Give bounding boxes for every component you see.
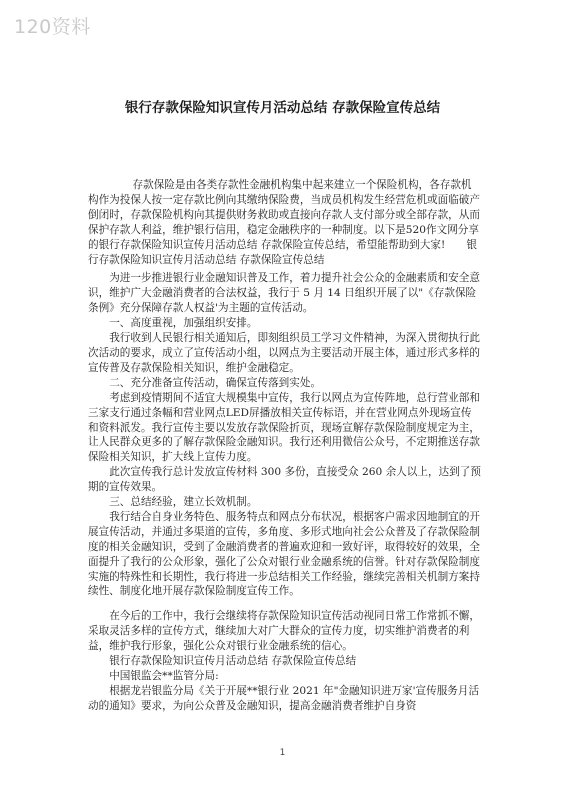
document-body — [88, 178, 482, 714]
document-title: 银行存款保险知识宣传月活动总结 存款保险宣传总结 — [124, 100, 441, 116]
section-heading-1: 一、高度重视，加强组织安排。 — [109, 317, 258, 330]
section-heading-3: 三、总结经验，建立长效机制。 — [109, 496, 258, 509]
paragraph-intro: 存款保险是由各类存款性金融机构集中起来建立一个保险机构，各存款机构作为投保人按一定存款比例向其缴纳保险费，当成员机构发生经营危机或面临破产倒闭时，存款保险机构向其提供财务救助或直接向存款人支付部分或全部存款，从而保护存款人利益，维护银行信用，稳定金融秩序的一种制度。以下是520作文网分享的银行存款保险知识宣传月活动总结 存款保险宣传总结，希望能帮助到大家! 银行存款保险知识宣传月活动总结 存款保险宣传总结 — [88, 179, 480, 266]
section-heading-2: 二、充分准备宣传活动，确保宣传落到实处。 — [109, 376, 322, 389]
paragraph-section-2: 考虑到疫情期间不适宜大规模集中宣传，我行以网点为宣传阵地，总行营业部和三家支行通过条幅和营业网点LED屏播放相关宣传标语，并在营业网点外现场宣传和资料派发。我行宣传主要以发放存款保险折页，现场宣解存款保险制度规定为主，让人民群众更多的了解存款保险金融知识。我行还利用微信公众号，不定期推送存款保险相关知识，扩大线上宣传力度。 — [88, 391, 480, 464]
paragraph-results: 此次宣传我行总计发放宣传材料 300 多份，直接受众 260 余人以上，达到了预期的宣传效果。 — [88, 466, 481, 494]
paragraph-section-1: 我行收到人民银行相关通知后，即刻组织员工学习文件精神，为深入贯彻执行此次活动的要求，成立了宣传活动小组，以网点为主要活动开展主体，通过形式多样的宣传普及存款保险相关知识，维护金融稳定。 — [88, 332, 480, 374]
paragraph-section-3: 我行结合自身业务特色、服务特点和网点分布状况，根据客户需求因地制宜的开展宣传活动，并通过多渠道的宣传，多角度、多形式地向社会公众普及了存款保险制度的相关金融知识，受到了金融消费者的普遍欢迎和一致好评，取得较好的效果，全面提升了我行的公众形象，强化了公众对银行业金融系统的信誉。针对存款保险制度实施的特殊性和长期性，我行将进一步总结相关工作经验，继续完善相关机制方案持续性、制度化地开展存款保险制度宣传工作。 — [88, 510, 480, 598]
paragraph-notice: 根据龙岩银监分局《关于开展**银行业 2021 年"金融知识进万家'宣传服务月活动的通知》要求，为向公众普及金融知识，提高金融消费者维护自身资 — [88, 684, 480, 712]
page-number: 1 — [279, 748, 286, 758]
paragraph-addressee: 中国银监会**监管分局: — [109, 670, 219, 682]
watermark-logo: 120资料 — [14, 16, 91, 38]
paragraph-future: 在今后的工作中，我行会继续将存款保险知识宣传活动视同日常工作常抓不懈，采取灵活多样的宣传方式，继续加大对广大群众的宣传力度，切实维护消费者的利益，维护我行形象，强化公众对银行业金融系统的信心。 — [88, 610, 480, 653]
paragraph-purpose: 为进一步推进银行业金融知识普及工作，着力提升社会公众的金融素质和安全意识，维护广大金融消费者的合法权益，我行于 5 月 14 日组织开展了以"《存款保险条例》充分保障存款人权益'为主题的宣传活动。 — [88, 272, 480, 315]
paragraph-second-title: 银行存款保险知识宣传月活动总结 存款保险宣传总结 — [109, 655, 357, 668]
